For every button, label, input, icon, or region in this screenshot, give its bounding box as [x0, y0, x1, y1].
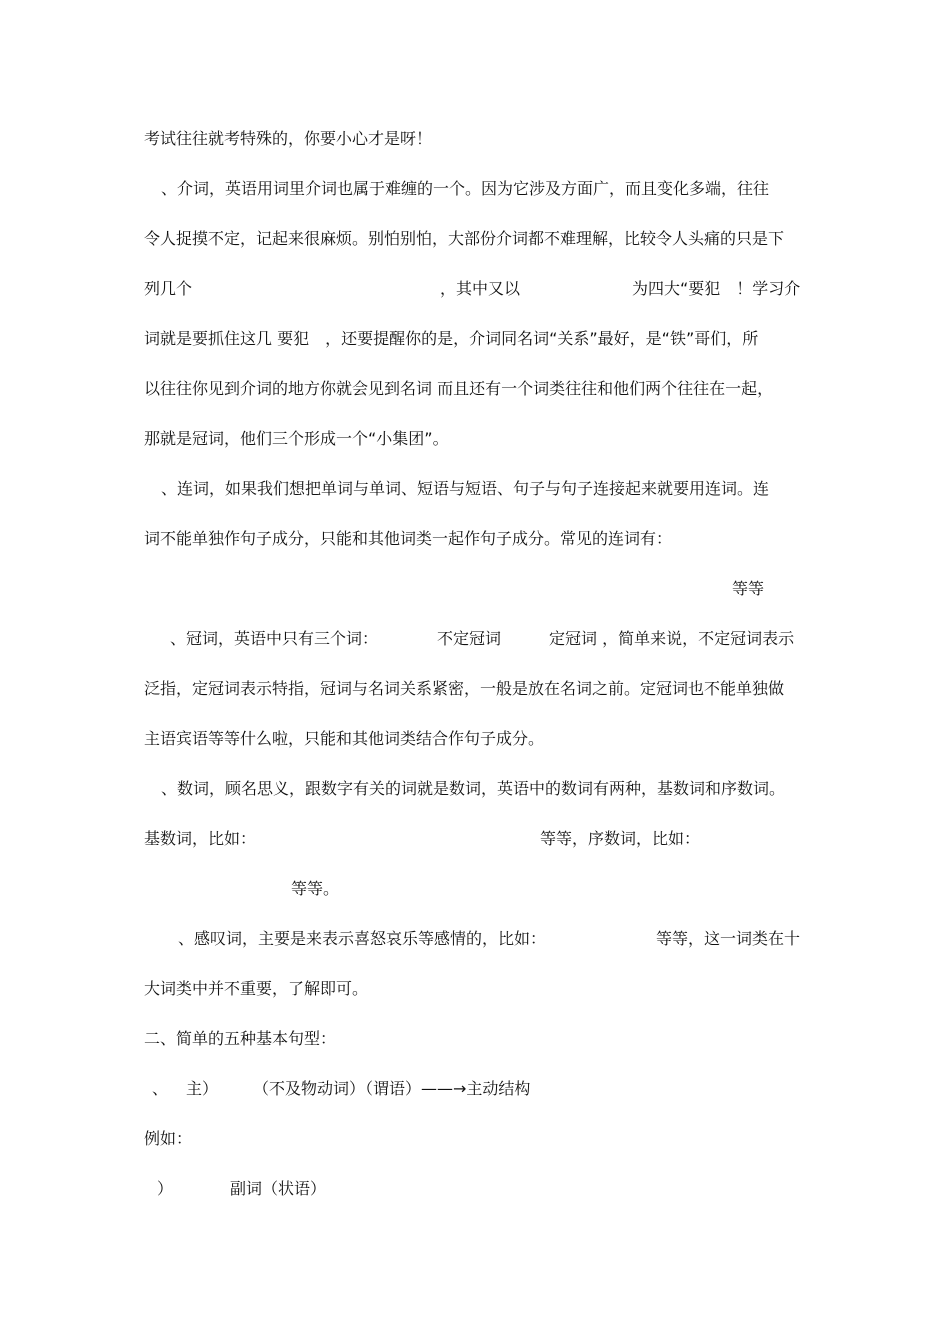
- text-segment: 词不能单独作句子成分，只能和其他词类一起作句子成分。常见的连词有：: [144, 529, 673, 548]
- text-segment: 主语宾语等等什么啦，只能和其他词类结合作句子成分。: [144, 729, 545, 748]
- text-segment: 基数词，比如：: [144, 829, 257, 848]
- text-segment: 为四大“要犯 ！学习介: [632, 279, 801, 298]
- text-segment: ，其中又以: [440, 279, 521, 298]
- text-line: [0, 276, 950, 302]
- text-segment: 、介词，英语用词里介词也属于难缠的一个。因为它涉及方面广，而且变化多端，往往: [161, 179, 770, 198]
- text-line: [0, 726, 950, 752]
- text-segment: 不定冠词: [437, 629, 502, 648]
- text-line: [0, 976, 950, 1002]
- text-line: [0, 676, 950, 702]
- text-segment: 、感叹词，主要是来表示喜怒哀乐等感情的，比如：: [178, 929, 547, 948]
- text-segment: 例如：: [144, 1129, 193, 1148]
- text-segment: 词就是要抓住这几 要犯 ，还要提醒你的是，介词同名词“关系”最好，是“铁”哥们，所: [144, 329, 759, 348]
- text-segment: 泛指，定冠词表示特指，冠词与名词关系紧密，一般是放在名词之前。定冠词也不能单独做: [144, 679, 785, 698]
- text-line: [0, 176, 950, 202]
- text-segment: 等等，序数词，比如：: [540, 829, 701, 848]
- section-heading: [0, 1026, 950, 1052]
- text-segment: 列几个: [144, 279, 193, 298]
- text-line: [0, 476, 950, 502]
- text-line: [0, 226, 950, 252]
- text-segment: 主）: [186, 1079, 219, 1098]
- text-segment: 考试往往就考特殊的，你要小心才是呀！: [144, 129, 433, 148]
- text-line: [0, 1126, 950, 1152]
- text-line: [0, 326, 950, 352]
- text-segment: ）: [157, 1179, 174, 1198]
- text-line: [0, 426, 950, 452]
- text-line: [0, 876, 950, 902]
- text-segment: 、连词，如果我们想把单词与单词、短语与短语、句子与句子连接起来就要用连词。连: [161, 479, 770, 498]
- text-segment: （不及物动词）（谓语）——→主动结构: [253, 1079, 531, 1098]
- text-segment: 等等: [732, 579, 765, 598]
- text-line: [0, 126, 950, 152]
- text-segment: 副词（状语）: [230, 1179, 327, 1198]
- text-line: [0, 376, 950, 402]
- text-segment: 令人捉摸不定，记起来很麻烦。别怕别怕，大部份介词都不难理解，比较令人头痛的只是下: [144, 229, 785, 248]
- text-line: [0, 1076, 950, 1102]
- text-segment: 二、简单的五种基本句型：: [144, 1029, 337, 1048]
- text-line: [0, 776, 950, 802]
- text-segment: 等等。: [291, 879, 340, 898]
- text-line: [0, 626, 950, 652]
- text-line: [0, 526, 950, 552]
- text-line: [0, 826, 950, 852]
- text-line: [0, 926, 950, 952]
- text-segment: 以往往你见到介词的地方你就会见到名词 而且还有一个词类往往和他们两个往往在一起，: [144, 379, 774, 398]
- text-segment: 、: [152, 1079, 169, 1098]
- text-line: [0, 1176, 950, 1202]
- text-segment: 那就是冠词，他们三个形成一个“小集团”。: [144, 429, 449, 448]
- text-segment: 大词类中并不重要，了解即可。: [144, 979, 369, 998]
- text-line: [0, 576, 950, 602]
- text-segment: 定冠词 ，简单来说，不定冠词表示: [549, 629, 795, 648]
- text-segment: 等等，这一词类在十: [656, 929, 801, 948]
- text-segment: 、数词，顾名思义，跟数字有关的词就是数词，英语中的数词有两种，基数词和序数词。: [161, 779, 786, 798]
- text-segment: 、冠词，英语中只有三个词：: [170, 629, 379, 648]
